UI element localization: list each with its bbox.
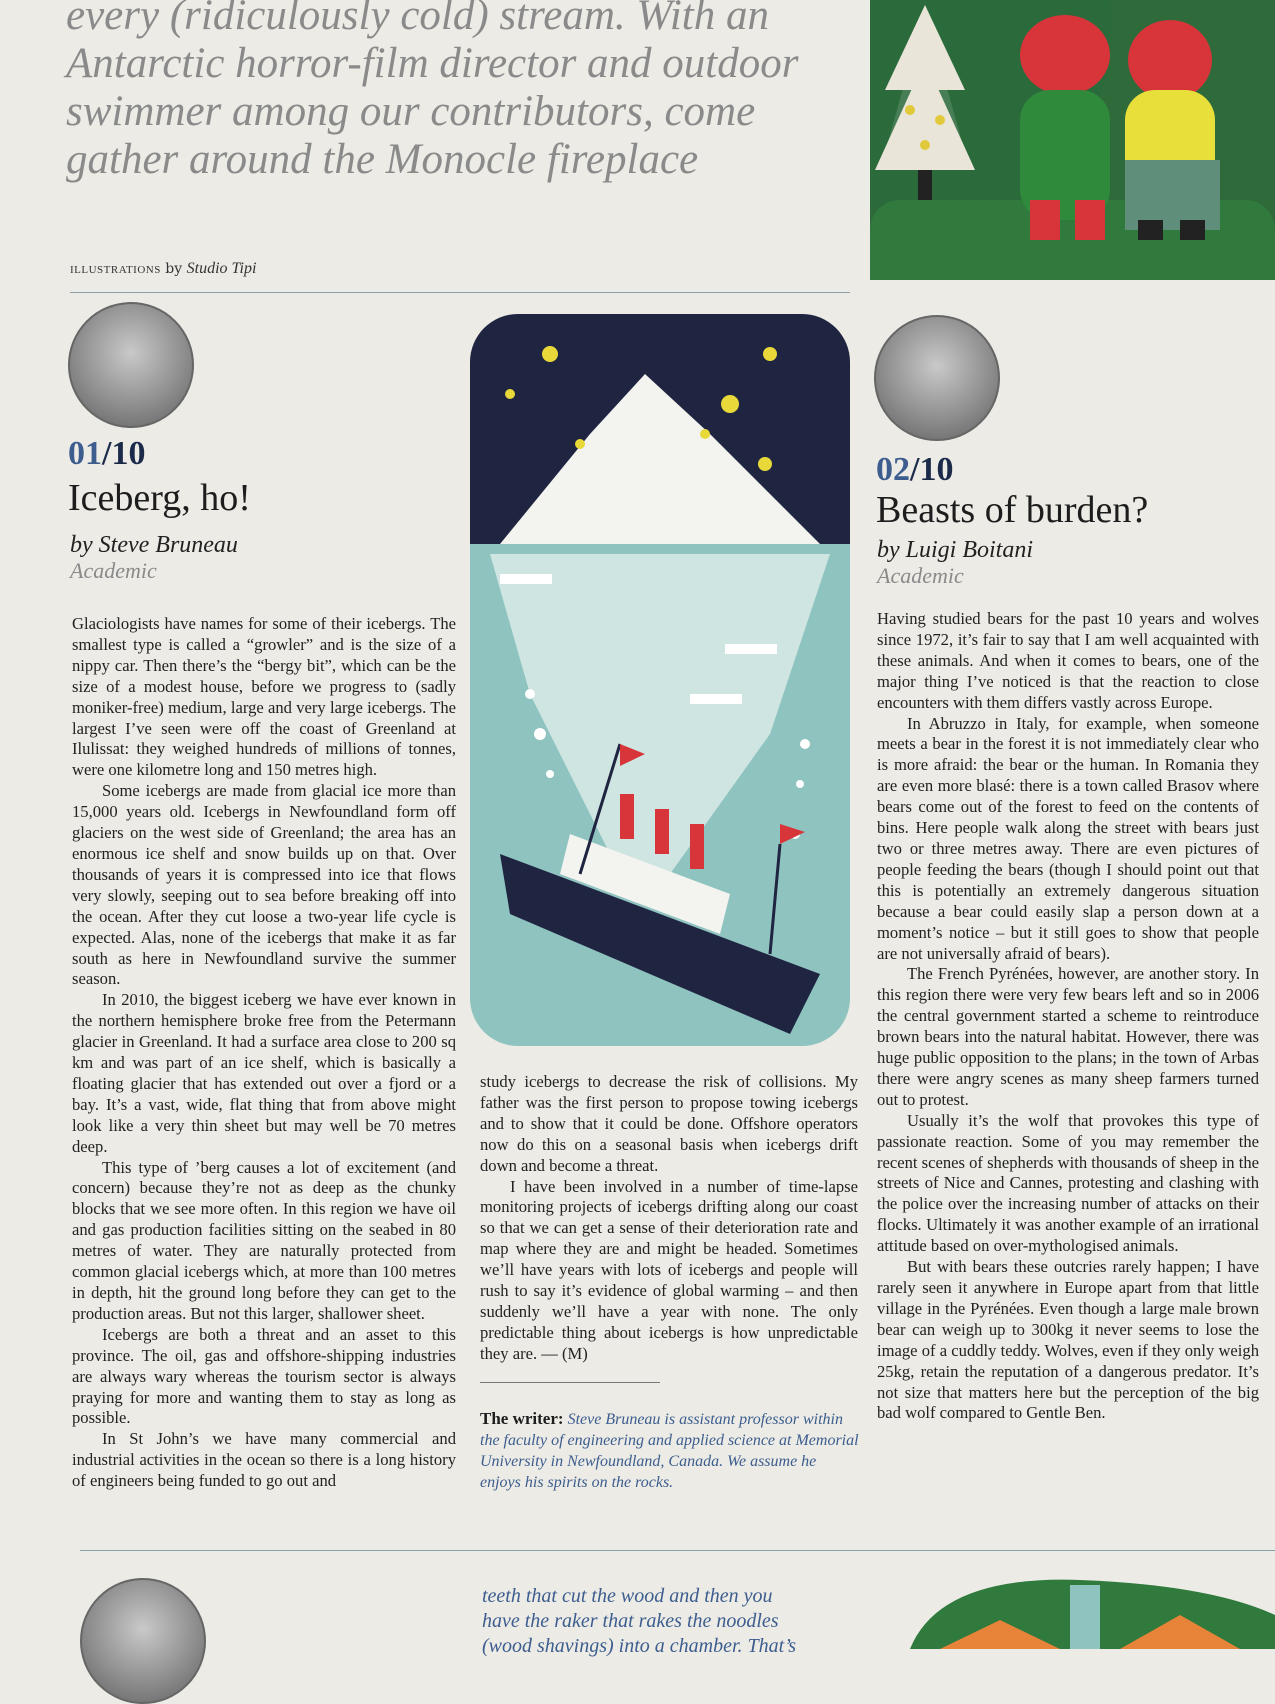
author-photo-next (80, 1578, 206, 1704)
paragraph: Having studied bears for the past 10 years and wolves since 1972, it’s fair to say that I am well acquainted with these animals. And when it comes to bears, one of the major thing I’ve noticed is that the reaction to close encounters with them differs vastly across Europe. (877, 609, 1259, 712)
intro-line: swimmer among our contributors, come (66, 88, 756, 135)
article-number (68, 435, 145, 473)
article-index: 01 (68, 435, 102, 472)
article-title: Beasts of burden? (876, 489, 1149, 531)
paragraph: Icebergs are both a threat and an asset to this province. The oil, gas and offshore-shipping industries are always wary whereas the tourism sector is always praying for more and wanting them to stay as long as possible. (72, 1324, 456, 1428)
paragraph: Glaciologists have names for some of their icebergs. The smallest type is called a “growler” and is the size of a nippy car. Then there’s the “bergy bit”, which can be the size of a modest house, before we progress to (sadly moniker-free) medium, large and very large icebergs. The largest I’ve seen were off the coast of Greenland at Ilulissat: they weighed hundreds of millions of tonnes, were one kilometre long and 150 metres high. (72, 614, 456, 780)
article-1-column-1 (72, 614, 456, 1492)
article-index: 02 (876, 451, 910, 488)
article-2-column (877, 609, 1259, 1424)
writer-divider (480, 1382, 660, 1383)
writer-bio (480, 1408, 860, 1493)
article-role: Academic (70, 558, 157, 583)
author-photo-luigi-boitani (874, 315, 1000, 441)
credit-artist: Studio Tipi (186, 260, 257, 277)
illustration-credit (70, 260, 256, 278)
article-role: Academic (877, 563, 964, 588)
author-photo-steve-bruneau (68, 302, 194, 428)
article-1-column-2 (480, 1072, 858, 1365)
bottom-illustration (880, 1575, 1275, 1649)
top-divider (70, 292, 850, 293)
iceberg-ship-illustration (470, 314, 850, 1046)
paragraph: The French Pyrénées, however, are another story. In this region there were very few bears left and so in 2006 the central government started a scheme to reintroduce brown bears into the natural habitat. However, there was huge public opposition to the plans; in the town of Arbas there were angry scenes as many sheep farmers turned out to protest. (877, 964, 1259, 1109)
paragraph: I have been involved in a number of time-lapse monitoring projects of icebergs drifting along our coast so that we can get a sense of their deterioration rate and map where they are and might be headed. Sometimes we’ll have years with lots of icebergs and people will rush to say it’s evidence of global warming – and then suddenly we’ll have a year with none. The only predictable thing about icebergs is how unpredictable they are. — (M) (480, 1176, 858, 1363)
intro-line: every (ridiculously cold) stream. With an (66, 0, 769, 39)
intro-deck (66, 0, 826, 184)
paragraph: In 2010, the biggest iceberg we have ever known in the northern hemisphere broke free from the Petermann glacier in Greenland. It had a surface area close to 200 sq km and was part of an ice shelf, which is basically a floating glacier that has extended out over a fjord or a bay. It’s a vast, wide, flat thing that from above might look like a very thin sheet but may well be 70 metres deep. (72, 990, 456, 1156)
paragraph: This type of ’berg causes a lot of excitement (and concern) because they’re not as deep as the chunky blocks that we see more often. In this region we have oil and gas production facilities sitting on the seabed in 80 metres of water. They are naturally protected from common glacial icebergs which, at more than 100 metres in depth, hit the ground long before they can get to the production areas. But not this larger, shallower sheet. (72, 1157, 456, 1323)
paragraph: But with bears these outcries rarely happen; I have rarely seen it anywhere in Europe apart from that little village in the Pyrénées. Even though a large male brown bear can weigh up to 300kg it never seems to lose the image of a cuddly teddy. Wolves, even if they only weigh 25kg, retain the reputation of a dangerous predator. It’s not size that matters here but the perception of the big bad wolf compared to Gentle Ben. (877, 1257, 1259, 1423)
paragraph: In St John’s we have many commercial and industrial activities in the ocean so there is a long history of engineers being funded to go out and (72, 1429, 456, 1491)
intro-line: Antarctic horror-film director and outdoor (66, 40, 799, 87)
article-byline: by Luigi Boitani (877, 537, 1033, 563)
intro-line: gather around the Monocle fireplace (66, 136, 699, 183)
credit-by: by (165, 261, 183, 277)
paragraph: study icebergs to decrease the risk of collisions. My father was the first person to propose towing icebergs and to show that it could be done. Offshore operators now do this on a seasonal basis when icebergs drift down and become a threat. (480, 1072, 858, 1175)
article-title: Iceberg, ho! (68, 477, 251, 519)
bottom-divider (80, 1550, 1275, 1551)
paragraph: Some icebergs are made from glacial ice more than 15,000 years old. Icebergs in Newfoundland form off glaciers on the west side of Greenland; the area has an enormous ice shelf and snow builds up on that. Over thousands of years it is compressed into ice that flows very slowly, seeping out to sea before breaking off into the ocean. After they cut loose a two-year life cycle is expected. Alas, none of the icebergs that make it as far south as here in Newfoundland survive the summer season. (72, 781, 456, 989)
teaser-line: teeth that cut the wood and then you (482, 1585, 773, 1607)
teaser-line: have the raker that rakes the noodles (482, 1610, 779, 1632)
article-number (876, 451, 953, 489)
next-article-teaser (482, 1584, 862, 1659)
writer-label: The writer: (480, 1409, 564, 1428)
paragraph: Usually it’s the wolf that provokes this type of passionate reaction. Some of you may remember the recent scenes of shepherds with thousands of sheep in the streets of Nice and Cannes, protesting and clashing with the police over the increasing number of attacks on their flocks. Ultimately it was another example of an irrational attitude based on over-mythologised animals. (877, 1110, 1260, 1256)
teaser-line: (wood shavings) into a chamber. That’s (482, 1635, 797, 1657)
article-total: /10 (102, 435, 146, 472)
writer-text: Steve Bruneau is assistant professor within the faculty of engineering and applied science at Memorial University in Newfoundland, Canada. We assume he enjoys his spirits on the rocks. (480, 1411, 859, 1491)
article-byline: by Steve Bruneau (70, 532, 238, 558)
article-total: /10 (910, 451, 954, 488)
bears-illustration (870, 0, 1275, 292)
paragraph: In Abruzzo in Italy, for example, when someone meets a bear in the forest it is not immediately clear who is more afraid: the bear or the human. In Romania they are even more blasé: there is a town called Brasov where bears come out of the forest to feed on the contents of bins. Here people walk along the street with bears just two or three metres away. There are even pictures of people feeding the bears (though I should point out that this is potentially an extremely dangerous situation because a bear could easily slap a person down at a moment’s notice – but it still goes to show that people are not universally afraid of bears). (877, 713, 1259, 963)
credit-label: illustrations (70, 261, 161, 277)
